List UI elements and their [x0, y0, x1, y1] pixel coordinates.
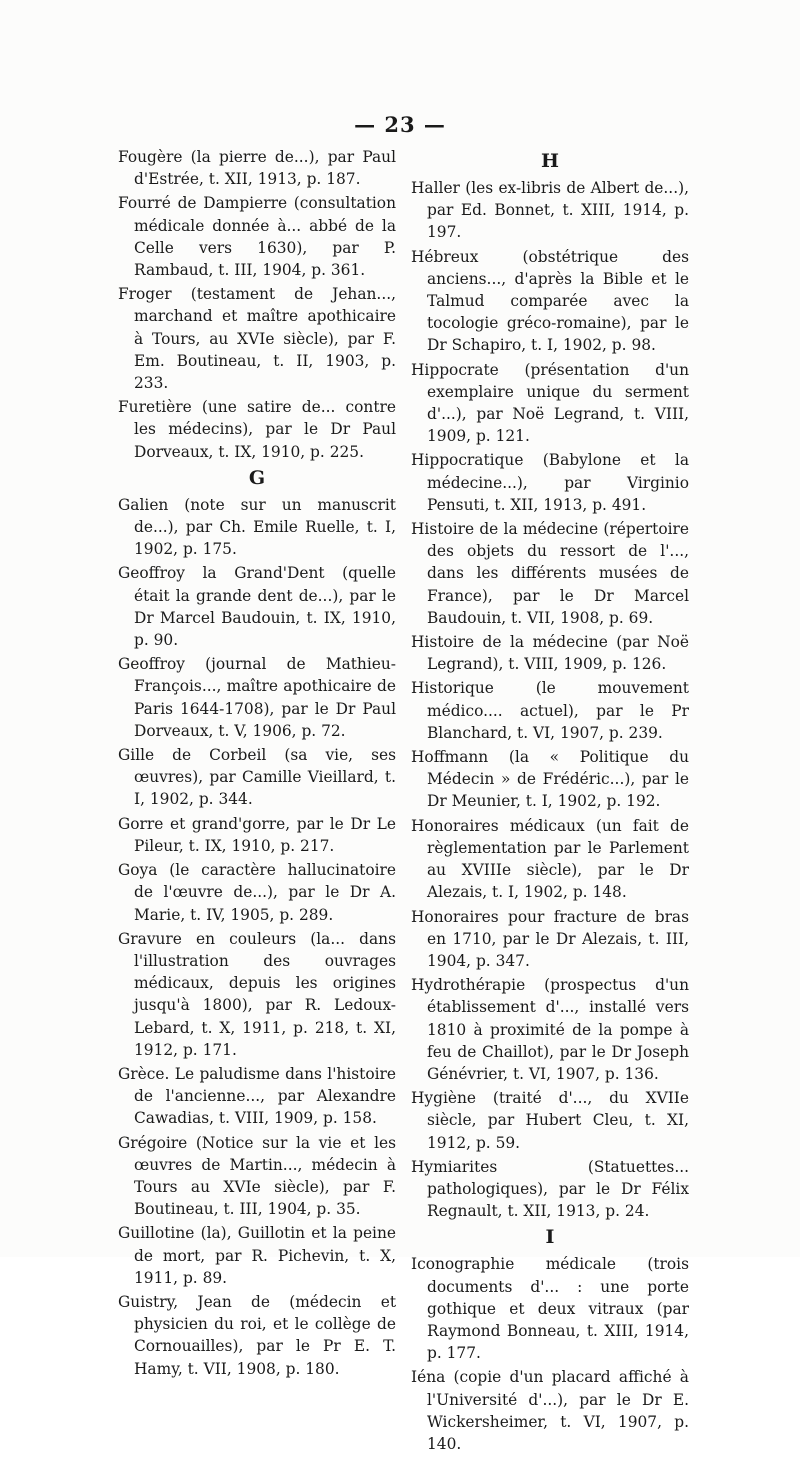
index-entry: Iconographie médicale (trois documents d'... : une porte gothique et deux vitraux (par Raymond Bonneau, t. XIII, 1914, p. 177.	[411, 1255, 689, 1363]
index-entry: Grèce. Le paludisme dans l'histoire de l'ancienne..., par Alexandre Cawadias, t. VIII, 1909, p. 158.	[118, 1064, 396, 1128]
index-entry: Histoire de la médecine (répertoire des objets du ressort de l'..., dans les différents musées de France), par le Dr Marcel Baudouin, t. VII, 1908, p. 69.	[411, 520, 689, 627]
left-column	[118, 146, 396, 1382]
index-entry: Geoffroy la Grand'Dent (quelle était la grande dent de...), par le Dr Marcel Baudouin, t. IX, 1910, p. 90.	[118, 564, 396, 650]
index-entry: Hippocratique (Babylone et la médecine...), par Virginio Pensuti, t. XII, 1913, p. 491.	[411, 451, 689, 514]
index-entry: Hygiène (traité d'..., du XVIIe siècle, par Hubert Cleu, t. XI, 1912, p. 59.	[411, 1089, 689, 1152]
section-letter: H	[541, 150, 559, 172]
index-entry: Fourré de Dampierre (consultation médicale donnée à... abbé de la Celle vers 1630), par P. Rambaud, t. III, 1904, p. 361.	[118, 194, 396, 280]
index-entry: Histoire de la médecine (par Noë Legrand), t. VIII, 1909, p. 126.	[411, 633, 689, 674]
index-entry: Furetière (une satire de... contre les médecins), par le Dr Paul Dorveaux, t. IX, 1910, p. 225.	[118, 398, 396, 461]
index-entry: Haller (les ex-libris de Albert de...), par Ed. Bonnet, t. XIII, 1914, p. 197.	[411, 179, 689, 242]
index-entry: Galien (note sur un manuscrit de...), par Ch. Emile Ruelle, t. I, 1902, p. 175.	[118, 495, 396, 559]
index-entry: Guillotine (la), Guillotin et la peine de mort, par R. Pichevin, t. X, 1911, p. 89.	[118, 1224, 396, 1287]
index-entry: Fougère (la pierre de...), par Paul d'Estrée, t. XII, 1913, p. 187.	[118, 148, 396, 189]
index-entry: Goya (le caractère hallucinatoire de l'œuvre de...), par le Dr A. Marie, t. IV, 1905, p. 289.	[118, 861, 396, 924]
index-entry: Honoraires médicaux (un fait de règlementation par le Parlement au XVIIIe siècle), par le Dr Alezais, t. I, 1902, p. 148.	[411, 816, 689, 902]
index-entry: Geoffroy (journal de Mathieu-François..., maître apothicaire de Paris 1644-1708), par le Dr Paul Dorveaux, t. V, 1906, p. 72.	[118, 655, 396, 740]
section-letter: G	[248, 466, 266, 489]
index-entry: Hymiarites (Statuettes... pathologiques), par le Dr Félix Regnault, t. XII, 1913, p. 24.	[411, 1157, 689, 1221]
index-entry: Hydrothérapie (prospectus d'un établissement d'..., installé vers 1810 à proximité de la pompe à feu de Chaillot), par le Dr Joseph Génévrier, t. VI, 1907, p. 136.	[411, 976, 689, 1083]
right-column	[411, 146, 689, 1457]
index-entry: Honoraires pour fracture de bras en 1710, par le Dr Alezais, t. III, 1904, p. 347.	[411, 907, 689, 970]
index-entry: Hippocrate (présentation d'un exemplaire unique du serment d'...), par Noë Legrand, t. VIII, 1909, p. 121.	[411, 360, 689, 446]
index-entry: Hoffmann (la « Politique du Médecin » de Frédéric...), par le Dr Meunier, t. I, 1902, p. 192.	[411, 748, 689, 811]
page-number: — 23 —	[354, 112, 446, 137]
index-entry: Gille de Corbeil (sa vie, ses œuvres), par Camille Vieillard, t. I, 1902, p. 344.	[118, 746, 396, 809]
index-entry: Hébreux (obstétrique des anciens..., d'après la Bible et le Talmud comparée avec la tocologie gréco-romaine), par le Dr Schapiro, t. I, 1902, p. 98.	[411, 247, 689, 355]
index-entry: Iéna (copie d'un placard affiché à l'Université d'...), par le Dr E. Wickersheimer, t. VI, 1907, p. 140.	[411, 1368, 689, 1453]
index-entry: Guistry, Jean de (médecin et physicien du roi, et le collège de Cornouailles), par le Pr E. T. Hamy, t. VII, 1908, p. 180.	[118, 1292, 396, 1378]
section-letter: I	[545, 1226, 555, 1249]
index-entry: Grégoire (Notice sur la vie et les œuvres de Martin..., médecin à Tours au XVIe siècle), par F. Boutineau, t. III, 1904, p. 35.	[118, 1133, 396, 1219]
index-entry: Gravure en couleurs (la... dans l'illustration des ouvrages médicaux, depuis les origines jusqu'à 1800), par R. Ledoux-Lebard, t. X, 1911, p. 218, t. XI, 1912, p. 171.	[118, 929, 396, 1059]
index-entry: Froger (testament de Jehan..., marchand et maître apothicaire à Tours, au XVIe siècle), par F. Em. Boutineau, t. II, 1903, p. 233.	[118, 285, 396, 393]
index-entry: Historique (le mouvement médico.... actuel), par le Pr Blanchard, t. VI, 1907, p. 239.	[411, 679, 689, 742]
index-entry: Gorre et grand'gorre, par le Dr Le Pileur, t. IX, 1910, p. 217.	[118, 814, 396, 855]
